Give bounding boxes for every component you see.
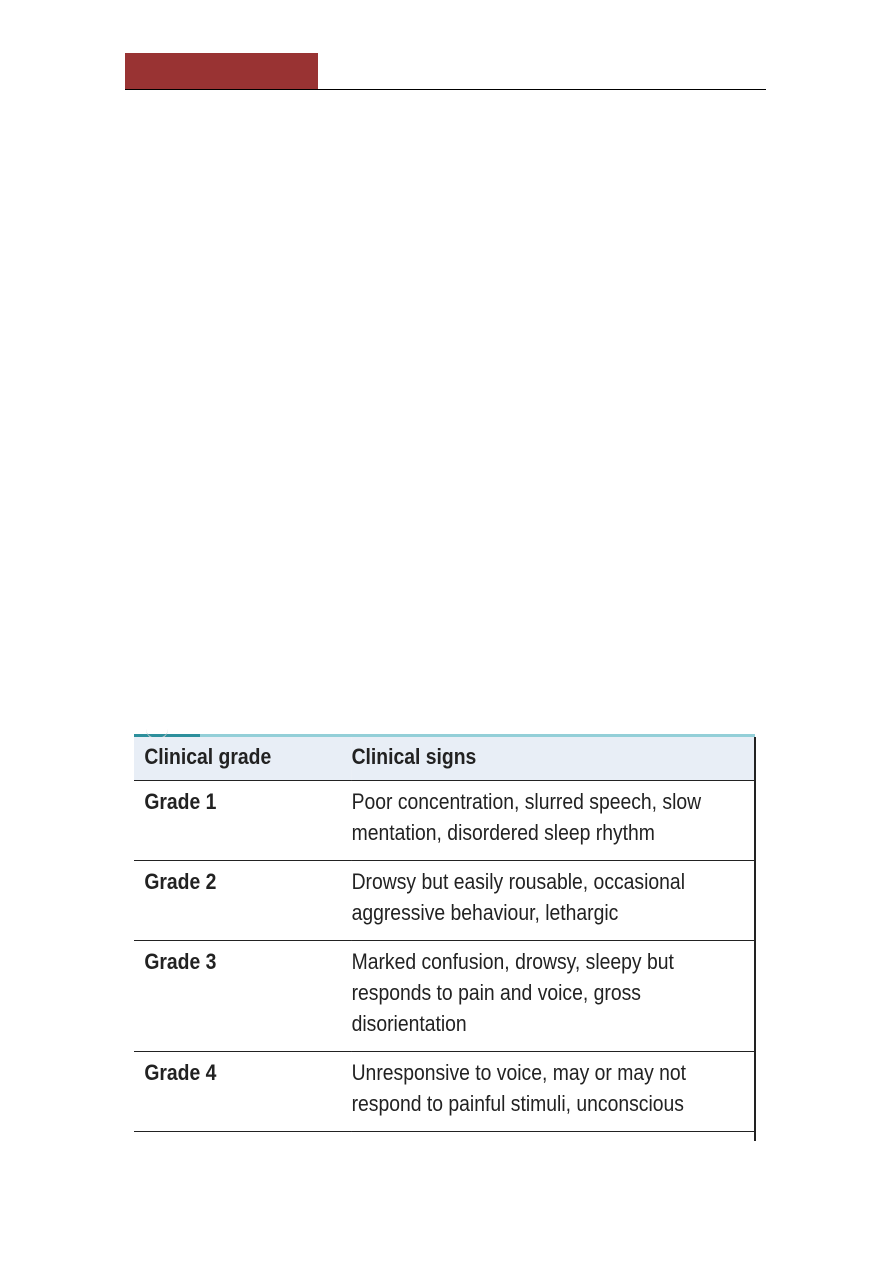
grade-cell: Grade 1 [144,788,217,814]
signs-cell [352,940,755,1051]
grade-cell: Grade 2 [144,868,217,894]
signs-line: disorientation [351,1010,467,1036]
table-header-row [134,737,755,780]
table-row [134,940,755,1051]
table-row [134,1051,755,1131]
signs-line: Poor concentration, slurred speech, slow [351,788,702,814]
signs-line: responds to pain and voice, gross [351,979,641,1005]
grade-cell: Grade 3 [144,948,217,974]
header-clinical-signs: Clinical signs [352,737,755,780]
table-row [134,860,755,940]
signs-cell [352,780,755,860]
clinical-grade-table [134,737,755,1132]
signs-cell [352,1051,755,1131]
header-clinical-grade: Clinical grade [134,737,352,780]
table-row [134,780,755,860]
signs-line: mentation, disordered sleep rhythm [351,819,655,845]
signs-line: Drowsy but easily rousable, occasional [351,868,685,894]
signs-line: aggressive behaviour, lethargic [351,899,619,925]
signs-line: Unresponsive to voice, may or may not [351,1059,687,1085]
grade-cell: Grade 4 [144,1059,217,1085]
header-color-bar [125,53,318,90]
signs-line: respond to painful stimuli, unconscious [351,1090,684,1116]
signs-cell [352,860,755,940]
header-rule [125,89,766,90]
signs-line: Marked confusion, drowsy, sleepy but [351,948,674,974]
table-right-border [754,737,756,1141]
